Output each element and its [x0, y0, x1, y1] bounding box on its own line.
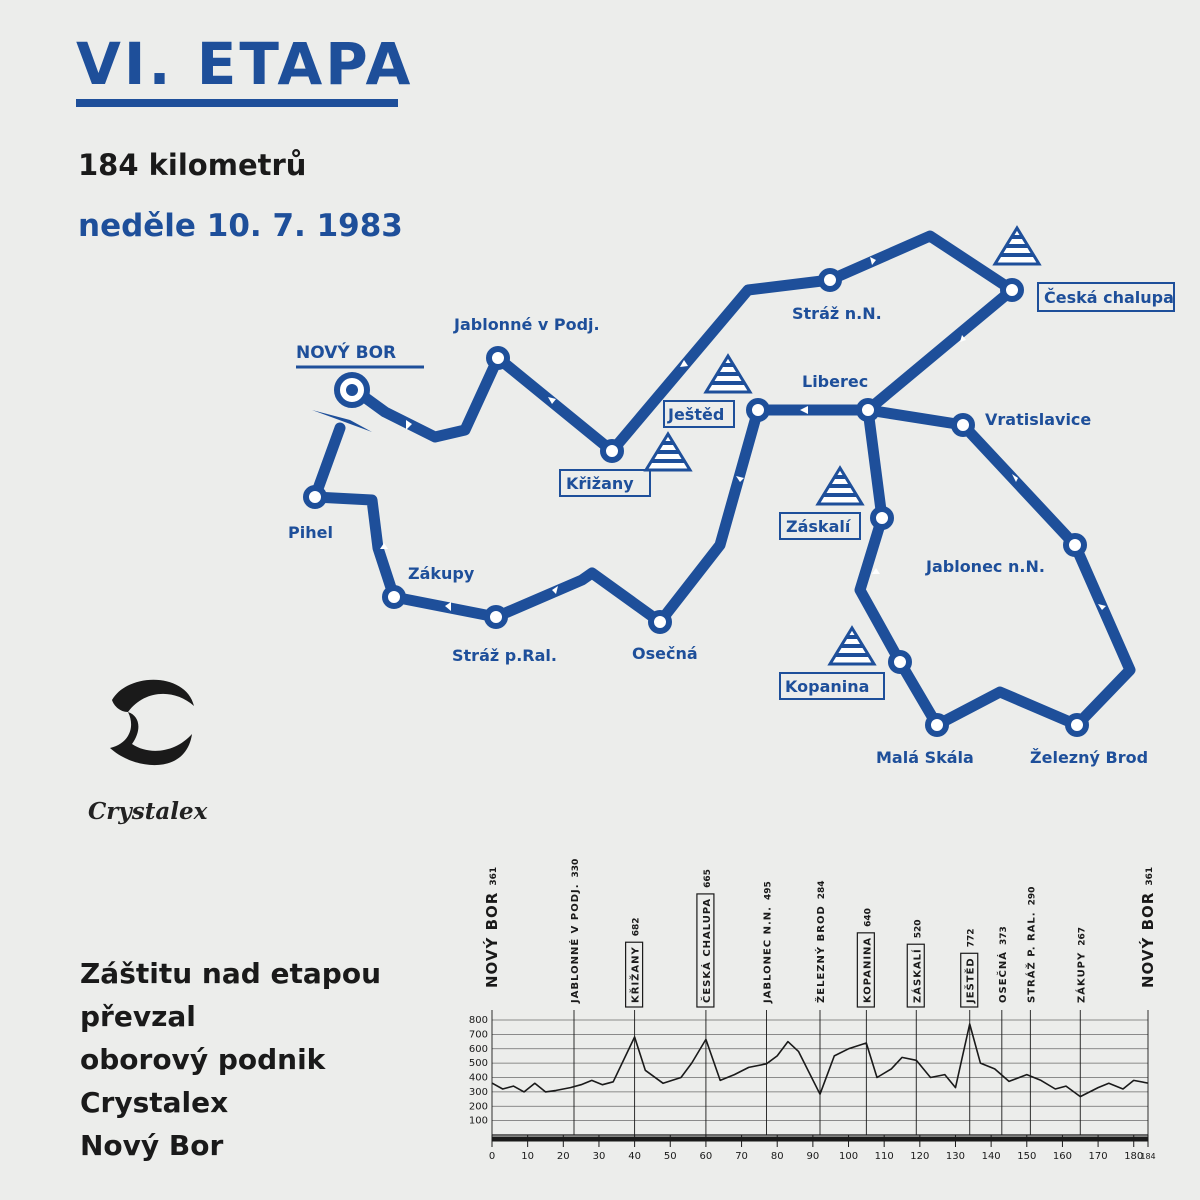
x-tick-label: 110 [874, 1151, 894, 1162]
town-node [1003, 281, 1021, 299]
mountain-climb-icon [818, 468, 862, 504]
x-tick-label: 70 [735, 1151, 748, 1162]
x-tick-label: 90 [806, 1151, 820, 1162]
sponsor-block [80, 952, 381, 1167]
town-node [385, 588, 403, 606]
place-altitude: 290 [1027, 886, 1038, 906]
place-altitude: 267 [1077, 926, 1088, 946]
x-tick-label: 100 [838, 1151, 859, 1162]
town-label-vratislavice: Vratislavice [985, 410, 1092, 429]
stage-date: neděle 10. 7. 1983 [78, 208, 403, 244]
town-node [821, 271, 839, 289]
town-label-ceska-chalupa: Česká chalupa [1044, 288, 1174, 307]
x-tick-label: 60 [699, 1151, 713, 1162]
y-tick-label: 800 [468, 1015, 488, 1026]
town-node [1066, 536, 1084, 554]
town-node [859, 401, 877, 419]
elevation-profile [469, 859, 1157, 1162]
place-label: ZÁSKALÍ [912, 948, 924, 1003]
x-tick-label: 184 [1140, 1152, 1156, 1161]
crystalex-logo-text: Crystalex [88, 798, 208, 825]
town-node [891, 653, 909, 671]
place-altitude: 665 [702, 869, 713, 888]
place-altitude: 682 [631, 917, 642, 937]
x-tick-label: 10 [521, 1151, 535, 1162]
place-label: KOPANINA [862, 936, 874, 1003]
town-node [487, 608, 505, 626]
mountain-climb-icon [995, 228, 1039, 264]
sponsor-line: Crystalex [80, 1086, 229, 1119]
place-label: ŽELEZNÝ BROD [816, 905, 827, 1003]
town-label-mala-skala: Malá Skála [876, 748, 974, 767]
town-label-zaskali: Záskalí [786, 517, 851, 536]
town-label-osecna: Osečná [632, 644, 698, 663]
route-map [288, 228, 1174, 767]
x-tick-label: 80 [770, 1151, 784, 1162]
x-tick-label: 150 [1017, 1151, 1037, 1162]
x-tick-label: 50 [663, 1151, 677, 1162]
mountain-climb-icon [830, 628, 874, 664]
town-label-krizany: Křižany [566, 474, 634, 493]
mountain-climb-icon [646, 434, 690, 470]
town-label-jablonec: Jablonec n.N. [926, 557, 1045, 576]
page-title: VI. ETAPA [76, 30, 414, 98]
town-node [873, 509, 891, 527]
town-label-jablonne: Jablonné v Podj. [454, 315, 600, 334]
place-label: ZÁKUPY [1076, 951, 1088, 1003]
town-node [928, 716, 946, 734]
stage-distance: 184 kilometrů [78, 148, 307, 182]
start-node-core [346, 384, 358, 396]
x-tick-label: 170 [1088, 1151, 1108, 1162]
town-node [489, 349, 507, 367]
sponsor-line: Nový Bor [80, 1129, 224, 1162]
town-label-jested: Ještěd [668, 405, 725, 424]
place-label: JEŠTĚD [965, 957, 977, 1003]
y-tick-label: 600 [468, 1043, 488, 1055]
place-altitude: 520 [913, 919, 924, 939]
sponsor-line: převzal [80, 1000, 196, 1033]
place-label: NOVÝ BOR [1139, 891, 1157, 988]
town-label-straz-pral: Stráž p.Ral. [452, 646, 557, 665]
y-tick-label: 500 [468, 1058, 488, 1070]
y-tick-label: 300 [468, 1086, 488, 1098]
town-node [1068, 716, 1086, 734]
town-label-liberec: Liberec [802, 372, 869, 391]
place-altitude: 361 [489, 866, 499, 886]
y-tick-label: 700 [468, 1029, 488, 1041]
town-label-zelezny-brod: Železný Brod [1030, 748, 1149, 767]
town-node [651, 613, 669, 631]
town-node [603, 442, 621, 460]
direction-arrow-icon [872, 568, 880, 574]
town-label-novy-bor: NOVÝ BOR [296, 343, 397, 363]
place-label: KŘIŽANY [630, 946, 642, 1003]
town-label-straz-nn: Stráž n.N. [792, 304, 882, 323]
place-label: OSEČNÁ [997, 951, 1009, 1003]
x-tick-label: 120 [910, 1151, 930, 1162]
place-label: NOVÝ BOR [483, 891, 501, 988]
place-altitude: 495 [763, 881, 774, 901]
crystalex-logo-icon [110, 680, 194, 765]
place-altitude: 330 [571, 858, 581, 878]
place-label: STRÁŽ P. RAL. [1026, 911, 1038, 1003]
place-altitude: 361 [1145, 866, 1155, 886]
place-label: JABLONNÉ V PODJ. [570, 883, 581, 1003]
town-node [954, 416, 972, 434]
place-label: ČESKÁ CHALUPA [701, 897, 713, 1003]
y-tick-label: 400 [468, 1072, 488, 1084]
place-altitude: 284 [817, 880, 827, 900]
x-tick-label: 180 [1124, 1151, 1144, 1162]
x-tick-label: 20 [556, 1151, 570, 1162]
x-tick-label: 40 [628, 1151, 641, 1162]
y-tick-label: 100 [468, 1115, 488, 1127]
place-altitude: 373 [998, 926, 1009, 946]
town-label-kopanina: Kopanina [785, 677, 870, 696]
place-altitude: 640 [863, 908, 874, 927]
town-node [749, 401, 767, 419]
town-node [306, 488, 324, 506]
x-tick-label: 160 [1052, 1151, 1072, 1162]
town-label-pihel: Pihel [288, 523, 333, 542]
x-tick-label: 140 [981, 1151, 1001, 1162]
x-tick-label: 30 [592, 1151, 606, 1162]
x-tick-label: 130 [945, 1151, 966, 1162]
town-label-zakupy: Zákupy [408, 564, 475, 583]
place-altitude: 772 [966, 928, 977, 948]
x-tick-label: 0 [488, 1151, 496, 1162]
y-tick-label: 200 [468, 1101, 488, 1113]
place-label: JABLONEC N.N. [762, 906, 774, 1003]
sponsor-line: Záštitu nad etapou [80, 957, 382, 990]
mountain-climb-icon [706, 356, 750, 392]
sponsor-line: oborový podnik [80, 1043, 326, 1076]
